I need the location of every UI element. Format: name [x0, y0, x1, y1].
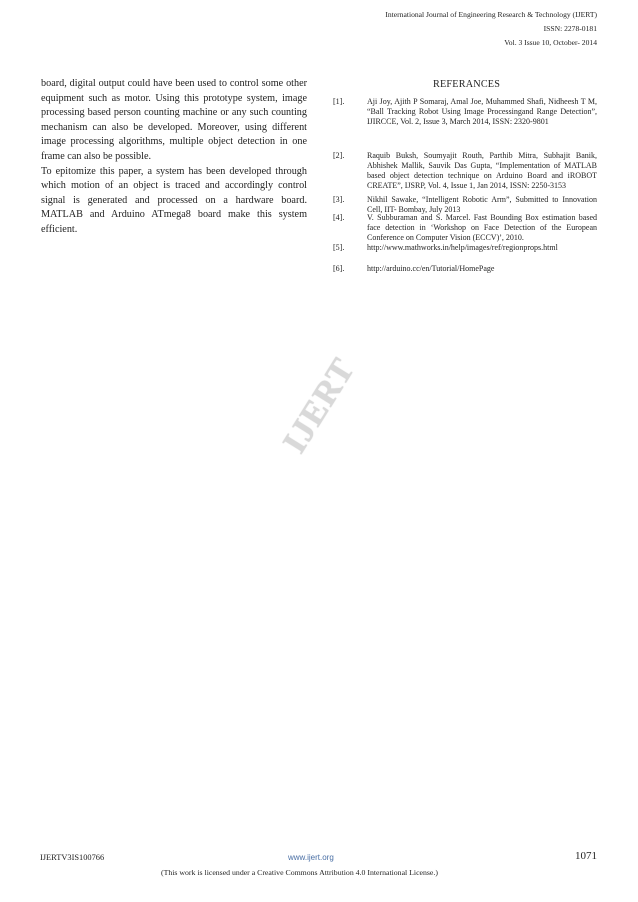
reference-text: Raquib Buksh, Soumyajit Routh, Parthib Mitra, Subhajit Banik, Abhishek Mallik, Sauvik Das Gupta, “Implementation of MATLAB based object detection technique on Arduino Board and iROBOT CREATE”, IJSRP, Vol. 4, Issue 1, Jan 2014, ISSN: 2250-3153 — [367, 151, 597, 190]
reference-text: Aji Joy, Ajith P Somaraj, Amal Joe, Muhammed Shafi, Nidheesh T M, “Ball Tracking Robot Using Image Processingand Range Detection”, IJIRCCE, Vol. 2, Issue 3, March 2014, ISSN: 2320-9801 — [367, 97, 597, 126]
body-paragraph: board, digital output could have been used to control some other equipment such as motor. Using this prototype system, image processing based person counting machine or any such counting mechanism can also be developed. Moreover, using different image processing algorithms, multiple object detection in one frame can also be possible. — [41, 78, 307, 162]
reference-link[interactable]: http://arduino.cc/en/Tutorial/HomePage — [367, 264, 495, 273]
reference-number: [1]. — [333, 97, 345, 106]
reference-item — [333, 243, 597, 253]
reference-number: [5]. — [333, 243, 345, 252]
reference-item — [333, 97, 597, 127]
references-heading: REFERANCES — [433, 79, 501, 90]
license-notice: (This work is licensed under a Creative Commons Attribution 4.0 International License.) — [161, 868, 438, 877]
reference-number: [4]. — [333, 213, 345, 222]
reference-link[interactable]: http://www.mathworks.in/help/images/ref/regionprops.html — [367, 243, 558, 252]
reference-text: V. Subburaman and S. Marcel. Fast Bounding Box estimation based face detection in ‘Workshop on Face Detection of the European Conference on Computer Vision (ECCV)’, 2010. — [367, 213, 597, 242]
page-number: 1071 — [575, 850, 597, 862]
reference-number: [2]. — [333, 151, 345, 160]
body-paragraph: To epitomize this paper, a system has been developed through which motion of an object is traced and accordingly control signal is generated and processed on a hardware board. MATLAB and Arduino ATmega8 board make this system efficient. — [41, 165, 307, 235]
watermark: IJERT — [276, 351, 363, 460]
volume-issue: Vol. 3 Issue 10, October- 2014 — [504, 38, 597, 47]
reference-item — [333, 151, 597, 191]
reference-number: [3]. — [333, 195, 345, 204]
reference-item — [333, 213, 597, 243]
reference-item — [333, 264, 597, 274]
body-column — [41, 77, 307, 238]
reference-number: [6]. — [333, 264, 345, 273]
website-link[interactable]: www.ijert.org — [288, 853, 334, 862]
paper-id: IJERTV3IS100766 — [40, 853, 105, 862]
journal-name: International Journal of Engineering Research & Technology (IJERT) — [385, 10, 597, 19]
reference-text: Nikhil Sawake, “Intelligent Robotic Arm”, Submitted to Innovation Cell, IIT- Bombay, July 2013 — [367, 195, 597, 214]
issn: ISSN: 2278-0181 — [543, 24, 597, 33]
reference-item — [333, 195, 597, 215]
